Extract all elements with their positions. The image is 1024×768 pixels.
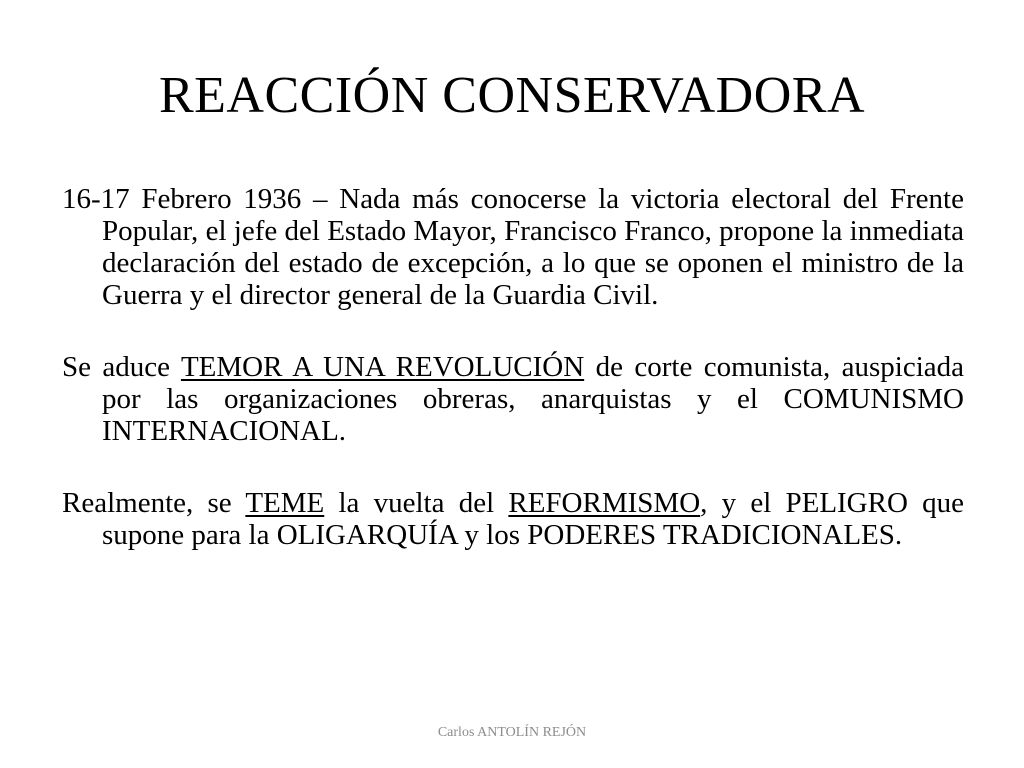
author-footer: Carlos ANTOLÍN REJÓN: [437, 725, 587, 740]
underlined-teme: TEME: [245, 487, 325, 519]
slide-title: REACCIÓN CONSERVADORA: [158, 67, 866, 124]
paragraph-2-after: de corte comunista, auspiciada por las organizaciones obreras, anarquistas y el COMUNISMO INTERNACIONAL.: [102, 351, 964, 447]
paragraph-franco-proposal: [62, 183, 964, 311]
paragraph-2-before: Se aduce: [62, 351, 181, 383]
slide-body: [62, 183, 964, 551]
paragraph-3-part2: la vuelta del: [324, 487, 509, 519]
paragraph-reformism-fear: [62, 487, 964, 551]
paragraph-1-text: 16-17 Febrero 1936 – Nada más conocerse la victoria electoral del Frente Popular, el jefe del Estado Mayor, Francisco Franco, propone la inmediata declaración del estado de excepción, a lo que se oponen el ministro de la Guerra y el director general de la Guardia Civil.: [62, 183, 964, 311]
underlined-reformismo: REFORMISMO: [508, 487, 701, 519]
paragraph-3-part3: , y el PELIGRO que supone para la OLIGARQUÍA y los PODERES TRADICIONALES.: [102, 487, 965, 551]
paragraph-revolution-fear: [62, 351, 964, 447]
paragraph-3-part1: Realmente, se: [62, 487, 246, 519]
underlined-temor-revolucion: TEMOR A UNA REVOLUCIÓN: [180, 351, 585, 383]
